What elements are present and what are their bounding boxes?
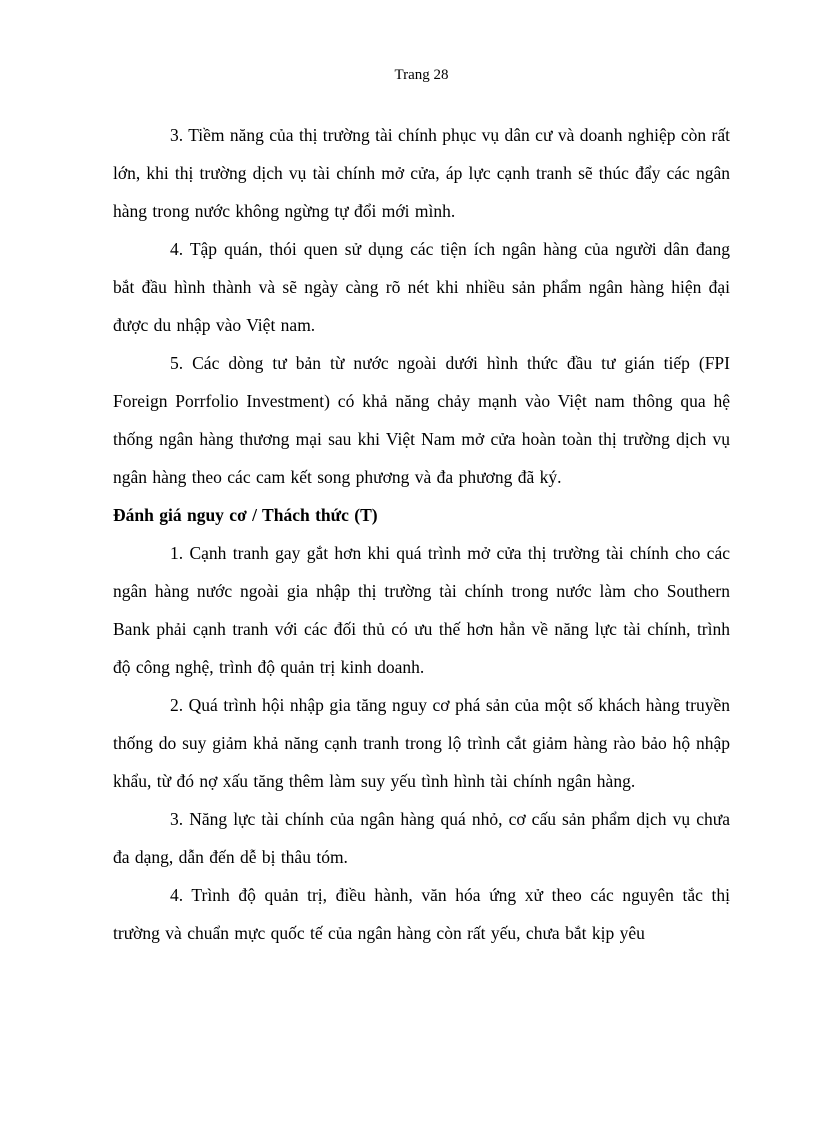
paragraph-opportunity-4: 4. Tập quán, thói quen sử dụng các tiện ích ngân hàng của người dân đang bắt đầu hình thành và sẽ ngày càng rõ nét khi nhiều sản phẩm ngân hàng hiện đại được du nhập vào Việt nam.: [113, 239, 730, 335]
paragraph-opportunity-5: 5. Các dòng tư bản từ nước ngoài dưới hình thức đầu tư gián tiếp (FPI Foreign Porrfolio Investment) có khả năng chảy mạnh vào Việt nam thông qua hệ thống ngân hàng thương mại sau khi Việt Nam mở cửa hoàn toàn thị trường dịch vụ ngân hàng theo các cam kết song phương và đa phương đã ký.: [113, 353, 730, 487]
paragraph-opportunity-3: 3. Tiềm năng của thị trường tài chính phục vụ dân cư và doanh nghiệp còn rất lớn, khi thị trường dịch vụ tài chính mở cửa, áp lực cạnh tranh sẽ thúc đẩy các ngân hàng trong nước không ngừng tự đổi mới mình.: [113, 125, 730, 221]
page-number: Trang 28: [394, 67, 449, 83]
section-heading-threats: Đánh giá nguy cơ / Thách thức (T): [113, 505, 378, 525]
document-body: [113, 116, 730, 952]
paragraph-threat-1: 1. Cạnh tranh gay gắt hơn khi quá trình mở cửa thị trường tài chính cho các ngân hàng nước ngoài gia nhập thị trường tài chính trong nước làm cho Southern Bank phải cạnh tranh với các đối thủ có ưu thế hơn hẳn về năng lực tài chính, trình độ công nghệ, trình độ quản trị kinh doanh.: [113, 543, 730, 677]
paragraph-threat-2: 2. Quá trình hội nhập gia tăng nguy cơ phá sản của một số khách hàng truyền thống do suy giảm khả năng cạnh tranh trong lộ trình cắt giảm hàng rào bảo hộ nhập khẩu, từ đó nợ xấu tăng thêm làm suy yếu tình hình tài chính ngân hàng.: [113, 695, 730, 791]
paragraph-threat-4: 4. Trình độ quản trị, điều hành, văn hóa ứng xử theo các nguyên tắc thị trường và chuẩn mực quốc tế của ngân hàng còn rất yếu, chưa bắt kịp yêu: [113, 885, 730, 943]
paragraph-threat-3: 3. Năng lực tài chính của ngân hàng quá nhỏ, cơ cấu sản phẩm dịch vụ chưa đa dạng, dẫn đến dễ bị thâu tóm.: [113, 809, 730, 867]
